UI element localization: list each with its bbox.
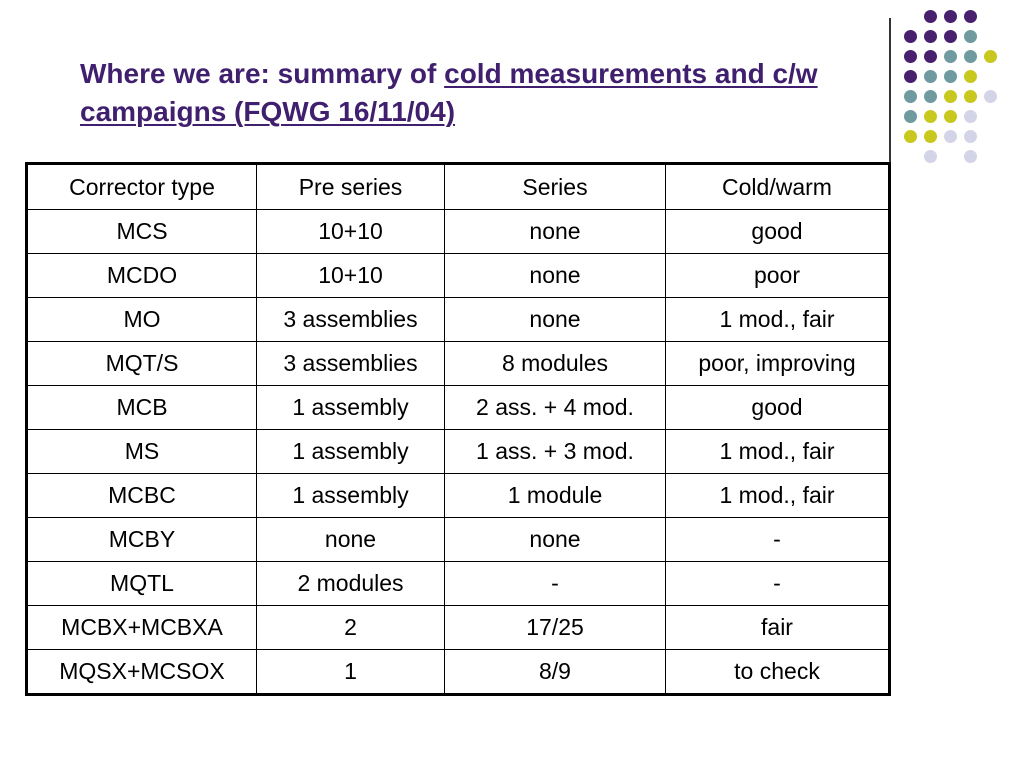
- decorative-dot: [904, 90, 917, 103]
- decorative-dot: [924, 50, 937, 63]
- table-header-row: [27, 164, 890, 210]
- slide-title: [80, 55, 870, 131]
- decorative-dot: [904, 50, 917, 63]
- table-cell: 1 assembly: [257, 386, 445, 430]
- table-cell: fair: [666, 606, 890, 650]
- table-cell: 1 mod., fair: [666, 430, 890, 474]
- table-cell: MCBC: [27, 474, 257, 518]
- table-cell: -: [445, 562, 666, 606]
- decorative-dot: [944, 30, 957, 43]
- decorative-dot: [964, 130, 977, 143]
- table-cell: 8/9: [445, 650, 666, 695]
- table-cell: 1: [257, 650, 445, 695]
- table-cell: -: [666, 562, 890, 606]
- decorative-dot: [924, 150, 937, 163]
- table-cell: 1 assembly: [257, 474, 445, 518]
- header-cell-corrector-type: Corrector type: [27, 164, 257, 210]
- table-cell: MS: [27, 430, 257, 474]
- decorative-dot: [904, 130, 917, 143]
- table-row: [27, 342, 890, 386]
- table-cell: none: [445, 210, 666, 254]
- decorative-dot: [944, 90, 957, 103]
- table-row: [27, 606, 890, 650]
- table-cell: to check: [666, 650, 890, 695]
- decorative-dot: [944, 70, 957, 83]
- table-cell: poor: [666, 254, 890, 298]
- decorative-dot: [964, 110, 977, 123]
- table-cell: 1 mod., fair: [666, 474, 890, 518]
- decorative-dot: [984, 90, 997, 103]
- decorative-dot: [924, 90, 937, 103]
- decorative-dot: [964, 10, 977, 23]
- decorative-dot: [964, 30, 977, 43]
- table-cell: none: [445, 254, 666, 298]
- table-cell: 10+10: [257, 210, 445, 254]
- decorative-dot: [964, 90, 977, 103]
- decorative-dot: [984, 50, 997, 63]
- table-cell: 1 module: [445, 474, 666, 518]
- decorative-dot: [904, 110, 917, 123]
- decorative-dot: [944, 110, 957, 123]
- header-cell-series: Series: [445, 164, 666, 210]
- table-cell: good: [666, 386, 890, 430]
- header-cell-cold-warm: Cold/warm: [666, 164, 890, 210]
- table-cell: 10+10: [257, 254, 445, 298]
- table-row: [27, 254, 890, 298]
- decorative-dot: [944, 10, 957, 23]
- table-cell: MQT/S: [27, 342, 257, 386]
- table-cell: none: [445, 298, 666, 342]
- decorative-dot: [964, 50, 977, 63]
- header-cell-pre-series: Pre series: [257, 164, 445, 210]
- table-cell: none: [257, 518, 445, 562]
- decorative-dot: [924, 30, 937, 43]
- decorative-dot: [904, 70, 917, 83]
- table-cell: 1 assembly: [257, 430, 445, 474]
- table-cell: 2 modules: [257, 562, 445, 606]
- table-row: [27, 562, 890, 606]
- table-cell: -: [666, 518, 890, 562]
- decorative-dot: [964, 70, 977, 83]
- table-cell: 8 modules: [445, 342, 666, 386]
- table-cell: 1 ass. + 3 mod.: [445, 430, 666, 474]
- decorative-dot: [924, 70, 937, 83]
- decorative-dot: [924, 10, 937, 23]
- table-cell: MCS: [27, 210, 257, 254]
- decorative-dot: [944, 50, 957, 63]
- table-cell: MCBY: [27, 518, 257, 562]
- table-cell: 3 assemblies: [257, 298, 445, 342]
- table-row: [27, 518, 890, 562]
- table-cell: MQSX+MCSOX: [27, 650, 257, 695]
- table-row: [27, 210, 890, 254]
- table-cell: 2: [257, 606, 445, 650]
- table-row: [27, 298, 890, 342]
- table-cell: MCB: [27, 386, 257, 430]
- table-row: [27, 650, 890, 695]
- decorative-dot: [924, 110, 937, 123]
- title-link[interactable]: cold measurements and c/w campaigns (FQWG 16/11/04): [80, 58, 818, 127]
- table-cell: MCBX+MCBXA: [27, 606, 257, 650]
- table-cell: MQTL: [27, 562, 257, 606]
- table-cell: poor, improving: [666, 342, 890, 386]
- table-row: [27, 430, 890, 474]
- decorative-dot: [944, 130, 957, 143]
- table-cell: none: [445, 518, 666, 562]
- table-cell: 1 mod., fair: [666, 298, 890, 342]
- decorative-dot: [924, 130, 937, 143]
- decorative-dot: [964, 150, 977, 163]
- table-row: [27, 474, 890, 518]
- table-cell: MO: [27, 298, 257, 342]
- title-text: Where we are: summary of: [80, 58, 445, 89]
- table-cell: 17/25: [445, 606, 666, 650]
- table-cell: 3 assemblies: [257, 342, 445, 386]
- table-cell: good: [666, 210, 890, 254]
- table-cell: 2 ass. + 4 mod.: [445, 386, 666, 430]
- table-row: [27, 386, 890, 430]
- decorative-vertical-line: [889, 18, 891, 185]
- summary-table: [25, 162, 891, 696]
- table-cell: MCDO: [27, 254, 257, 298]
- decorative-dot: [904, 30, 917, 43]
